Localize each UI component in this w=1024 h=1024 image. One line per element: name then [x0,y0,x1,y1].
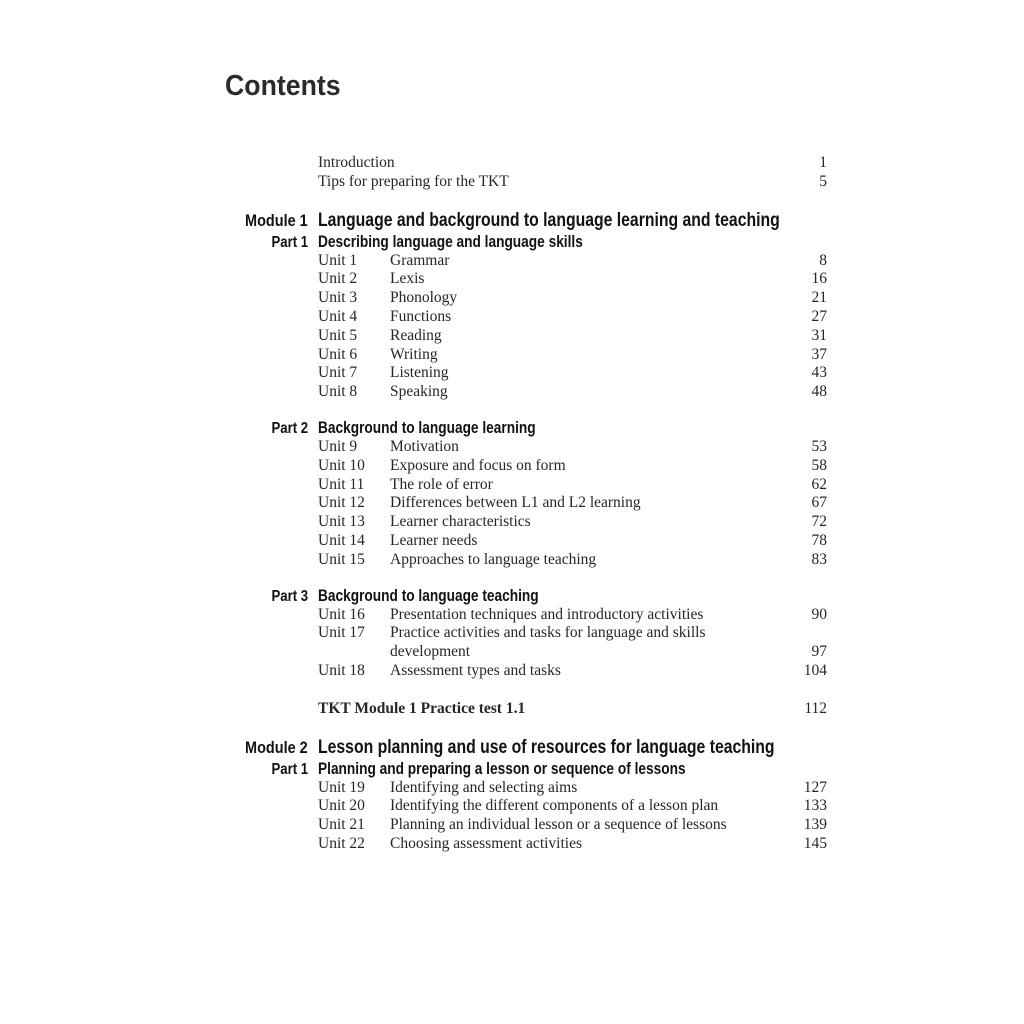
label-spacer [225,270,308,289]
toc-unit-entry [225,289,827,308]
unit-content [318,364,827,383]
unit-page-number: 43 [811,364,827,382]
unit-title: Functions [390,307,452,325]
unit-content [318,289,827,308]
unit-page-number: 16 [811,270,827,288]
part-label: Part 1 [271,760,308,778]
label-spacer [225,383,308,402]
part-heading [225,233,827,252]
unit-number: Unit 10 [318,456,365,474]
toc-unit-entry [225,797,827,816]
unit-title: Reading [390,326,442,344]
unit-content [318,346,827,365]
unit-title: Approaches to language teaching [390,550,597,568]
unit-page-number: 21 [811,289,827,307]
unit-number: Unit 18 [318,661,365,679]
label-spacer [225,327,308,346]
unit-title: Identifying and selecting aims [390,778,578,796]
toc-unit-entry [225,551,827,570]
label-spacer [225,346,308,365]
unit-page-number: 97 [811,643,827,661]
toc-unit-entry [225,624,827,662]
unit-page-number: 127 [803,778,827,796]
unit-title: Choosing assessment activities [390,834,583,852]
unit-title: Speaking [390,383,448,401]
unit-title-line: Practice activities and tasks for language and skills [390,624,706,642]
unit-page-number: 37 [811,345,827,363]
toc-unit-entry [225,476,827,495]
unit-content [318,532,827,551]
part-title-wrap [318,587,827,606]
practice-test-title: TKT Module 1 Practice test 1.1 [318,699,526,717]
unit-number: Unit 5 [318,326,358,344]
unit-content [318,438,827,457]
unit-page-number: 133 [803,797,827,815]
label-spacer [225,289,308,308]
unit-content [318,835,827,854]
unit-page-number: 58 [811,456,827,474]
unit-number: Unit 7 [318,364,358,382]
unit-page-number: 53 [811,437,827,455]
unit-number: Unit 3 [318,289,358,307]
entry-title: Introduction [318,154,395,171]
unit-title: Exposure and focus on form [390,456,566,474]
practice-test-content [318,700,827,719]
unit-title: Listening [390,364,449,382]
unit-number: Unit 9 [318,437,358,455]
label-spacer [225,624,308,662]
part-title-wrap [318,419,827,438]
label-spacer [225,551,308,570]
toc-unit-entry [225,346,827,365]
label-spacer [225,513,308,532]
label-spacer [225,308,308,327]
unit-title: Phonology [390,289,458,307]
unit-number: Unit 13 [318,513,365,531]
unit-page-number: 8 [819,251,827,269]
toc-unit-entry [225,494,827,513]
modules-section [225,210,827,854]
part-label-col [225,419,308,438]
unit-number: Unit 12 [318,494,365,512]
toc-unit-entry [225,438,827,457]
page-title: Contents [225,70,341,102]
part-title: Background to language learning [318,418,536,437]
module-label-col [225,210,308,233]
part-title-wrap [318,233,827,252]
part-label: Part 1 [271,233,308,251]
unit-number: Unit 21 [318,816,365,834]
practice-test-page-number: 112 [804,699,827,717]
module-heading [225,210,827,233]
toc-unit-entry [225,835,827,854]
toc-unit-entry [225,532,827,551]
toc-unit-entry [225,662,827,681]
unit-page-number: 67 [811,494,827,512]
front-matter-entry [225,173,827,192]
label-spacer [225,154,308,173]
label-spacer [225,252,308,271]
unit-page-number: 104 [803,661,827,679]
module-2 [225,737,827,854]
unit-number: Unit 1 [318,251,358,269]
label-spacer [225,494,308,513]
label-spacer [225,797,308,816]
unit-page-number: 139 [803,816,827,834]
unit-page-number: 83 [811,550,827,568]
unit-content [318,779,827,798]
entry-page-number: 1 [819,154,827,171]
toc-unit-entry [225,457,827,476]
entry-title: Tips for preparing for the TKT [318,172,509,190]
unit-content [318,797,827,816]
module-heading [225,737,827,760]
part-label: Part 3 [271,587,308,605]
unit-content [318,457,827,476]
module-1-part-1 [225,233,827,402]
unit-content [318,383,827,402]
unit-title: Planning an individual lesson or a sequence of lessons [390,816,727,834]
label-spacer [225,476,308,495]
label-spacer [225,364,308,383]
unit-page-number: 31 [811,326,827,344]
unit-page-number: 27 [811,307,827,325]
part-label: Part 2 [271,419,308,437]
part-title-wrap [318,760,827,779]
unit-title: Differences between L1 and L2 learning [390,494,641,512]
unit-number: Unit 20 [318,797,365,815]
unit-content [318,476,827,495]
unit-content [318,252,827,271]
module-label: Module 1 [245,210,308,230]
unit-title: Identifying the different components of a lesson plan [390,797,719,815]
unit-content [318,308,827,327]
unit-number: Unit 15 [318,550,365,568]
unit-number: Unit 6 [318,345,358,363]
module-title-wrap [318,737,827,759]
front-matter-section [225,154,827,192]
unit-page-number: 48 [811,383,827,401]
part-heading [225,419,827,438]
unit-number: Unit 4 [318,307,358,325]
part-heading [225,587,827,606]
unit-title-line: development [390,643,471,661]
unit-title: Assessment types and tasks [390,661,561,679]
table-of-contents [225,70,827,854]
toc-unit-entry [225,327,827,346]
unit-content [318,816,827,835]
unit-content [318,494,827,513]
module-1-part-2 [225,419,827,570]
unit-number: Unit 11 [318,475,365,493]
unit-title: The role of error [390,475,493,493]
unit-title: Writing [390,345,438,363]
module-2-part-1 [225,760,827,854]
unit-title: Lexis [390,270,425,288]
toc-unit-entry [225,816,827,835]
label-spacer [225,816,308,835]
unit-number: Unit 17 [318,624,365,642]
unit-content [318,270,827,289]
unit-page-number: 90 [811,605,827,623]
module-title-wrap [318,210,827,232]
unit-page-number: 78 [811,531,827,549]
unit-number: Unit 8 [318,383,358,401]
entry-page-number: 5 [819,172,827,190]
part-label-col [225,587,308,606]
unit-number: Unit 19 [318,778,365,796]
module-label: Module 2 [245,737,308,757]
module-label-col [225,737,308,760]
toc-unit-entry [225,383,827,402]
unit-title: Learner needs [390,531,478,549]
toc-unit-entry [225,513,827,532]
unit-content [318,327,827,346]
module-1-part-3 [225,587,827,681]
part-label-col [225,760,308,779]
unit-content [318,513,827,532]
toc-unit-entry [225,779,827,798]
toc-unit-entry [225,364,827,383]
unit-page-number: 72 [811,513,827,531]
toc-unit-entry [225,270,827,289]
label-spacer [225,700,308,719]
toc-unit-entry [225,308,827,327]
entry-content [318,154,827,173]
unit-content [318,662,827,681]
unit-content [318,551,827,570]
part-heading [225,760,827,779]
label-spacer [225,173,308,192]
label-spacer [225,779,308,798]
unit-title: Motivation [390,437,459,455]
toc-unit-entry [225,252,827,271]
unit-title [390,624,793,662]
unit-number: Unit 14 [318,531,365,549]
module-title: Lesson planning and use of resources for language teaching [318,736,775,758]
unit-title: Learner characteristics [390,513,531,531]
part-title: Background to language teaching [318,586,539,605]
unit-title: Presentation techniques and introductory activities [390,605,704,623]
front-matter-entry [225,154,827,173]
label-spacer [225,532,308,551]
unit-page-number: 145 [803,834,827,852]
part-label-col [225,233,308,252]
module-title: Language and background to language learning and teaching [318,209,780,231]
unit-page-number: 62 [811,475,827,493]
label-spacer [225,438,308,457]
label-spacer [225,662,308,681]
label-spacer [225,606,308,625]
practice-test-entry [225,700,827,719]
toc-unit-entry [225,606,827,625]
part-title: Planning and preparing a lesson or sequence of lessons [318,759,686,778]
entry-content [318,173,827,192]
unit-content [318,624,827,662]
unit-number: Unit 16 [318,605,365,623]
unit-number: Unit 2 [318,270,358,288]
label-spacer [225,457,308,476]
part-title: Describing language and language skills [318,232,583,251]
unit-number: Unit 22 [318,834,365,852]
module-1 [225,210,827,719]
unit-title: Grammar [390,251,450,269]
label-spacer [225,835,308,854]
unit-content [318,606,827,625]
